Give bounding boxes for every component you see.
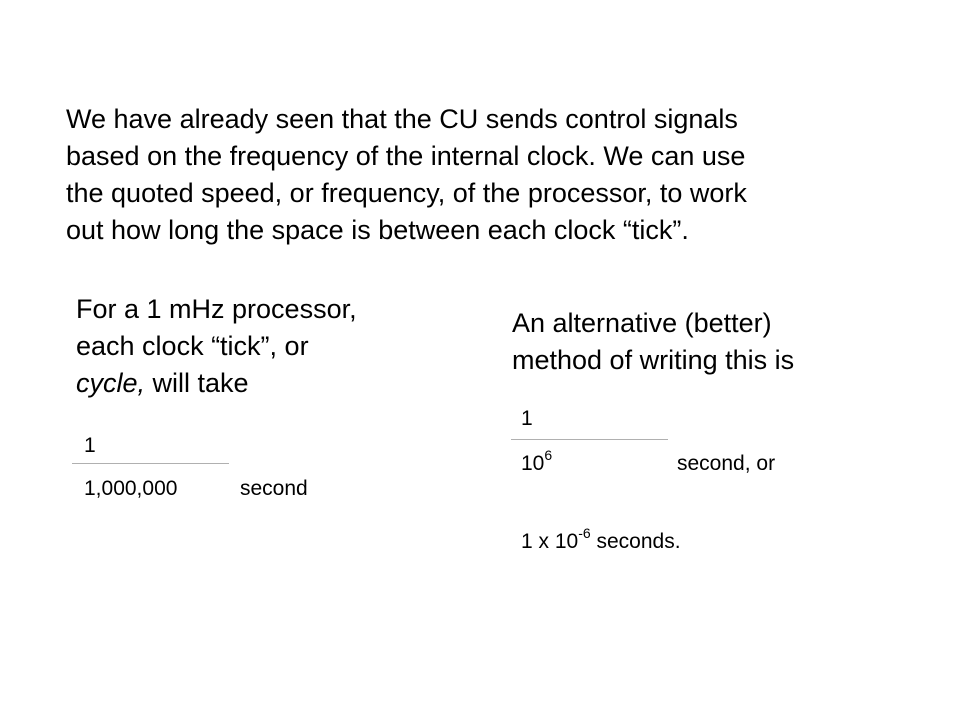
- sci-prefix: 1 x 10: [521, 530, 579, 553]
- left-heading-line-3-rest: will take: [145, 368, 249, 398]
- right-numerator: 1: [521, 407, 533, 430]
- intro-line-4: out how long the space is between each clock “tick”.: [66, 215, 689, 245]
- left-heading-line-1: For a 1 mHz processor,: [76, 294, 357, 324]
- left-fraction-bar: [72, 463, 229, 464]
- right-heading-line-1: An alternative (better): [512, 308, 772, 338]
- left-heading: [76, 291, 357, 402]
- right-denominator-base: 10: [521, 452, 545, 475]
- left-unit: second: [240, 477, 308, 500]
- right-unit: second, or: [677, 452, 776, 475]
- left-numerator: 1: [84, 434, 96, 457]
- left-denominator: 1,000,000: [84, 477, 178, 500]
- left-heading-line-3: [76, 365, 357, 402]
- intro-paragraph: [66, 101, 926, 249]
- scientific-notation: [521, 525, 681, 554]
- left-heading-line-2: each clock “tick”, or: [76, 331, 309, 361]
- sci-exponent: -6: [578, 525, 591, 541]
- right-fraction-bar: [511, 439, 668, 440]
- intro-line-2: based on the frequency of the internal clock. We can use: [66, 141, 746, 171]
- sci-suffix: seconds.: [590, 530, 681, 553]
- right-denominator: [521, 447, 553, 476]
- right-heading: [512, 305, 794, 379]
- intro-line-1: We have already seen that the CU sends control signals: [66, 104, 738, 134]
- right-heading-line-2: method of writing this is: [512, 345, 795, 375]
- cycle-italic: cycle,: [76, 368, 146, 398]
- intro-line-3: the quoted speed, or frequency, of the processor, to work: [66, 178, 747, 208]
- right-denominator-exponent: 6: [544, 447, 553, 463]
